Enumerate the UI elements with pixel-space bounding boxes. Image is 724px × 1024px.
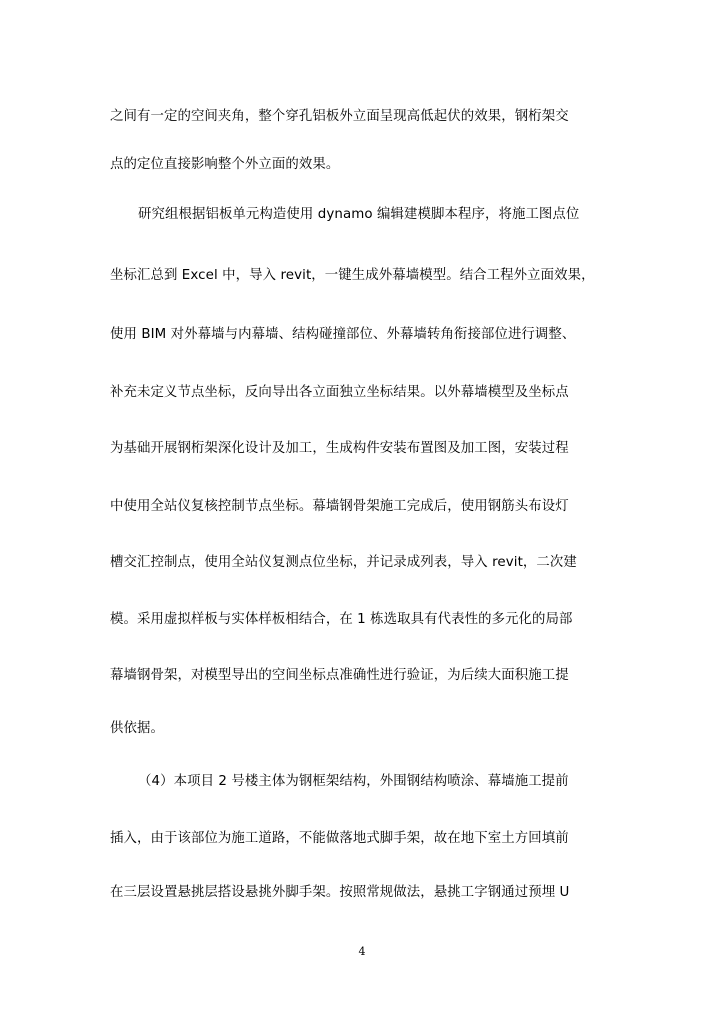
body-text-line: 补充未定义节点坐标，反向导出各立面独立坐标结果。以外幕墙模型及坐标点 xyxy=(110,385,569,400)
body-text-line: 幕墙钢骨架，对模型导出的空间坐标点准确性进行验证，为后续大面积施工提 xyxy=(110,668,569,683)
body-text-line: 中使用全站仪复核控制节点坐标。幕墙钢骨架施工完成后，使用钢筋头布设灯 xyxy=(110,499,569,514)
body-text-line: 点的定位直接影响整个外立面的效果。 xyxy=(110,157,340,172)
body-text-line: 模。采用虚拟样板与实体样板相结合，在 1 栋选取具有代表性的多元化的局部 xyxy=(110,612,573,627)
body-text-line: 之间有一定的空间夹角，整个穿孔铝板外立面呈现高低起伏的效果，钢桁架交 xyxy=(110,109,569,124)
body-text-line: （4）本项目 2 号楼主体为钢框架结构，外围钢结构喷涂、幕墙施工提前 xyxy=(138,774,569,789)
body-text-line: 使用 BIM 对外幕墙与内幕墙、结构碰撞部位、外幕墙转角衔接部位进行调整、 xyxy=(110,327,576,342)
body-text-line: 槽交汇控制点，使用全站仪复测点位坐标，并记录成列表，导入 revit，二次建 xyxy=(110,555,577,570)
body-text-line: 在三层设置悬挑层搭设悬挑外脚手架。按照常规做法，悬挑工字钢通过预埋 U xyxy=(110,885,570,900)
page-number: 4 xyxy=(358,945,366,958)
body-text-line: 插入，由于该部位为施工道路，不能做落地式脚手架，故在地下室土方回填前 xyxy=(110,831,569,846)
body-text-line: 供依据。 xyxy=(110,721,164,736)
body-text-line: 为基础开展钢桁架深化设计及加工，生成构件安装布置图及加工图，安装过程 xyxy=(110,441,569,456)
body-text-line: 研究组根据铝板单元构造使用 dynamo 编辑建模脚本程序，将施工图点位 xyxy=(138,207,580,222)
body-text-line: 坐标汇总到 Excel 中，导入 revit，一键生成外幕墙模型。结合工程外立面效果， xyxy=(110,268,595,283)
